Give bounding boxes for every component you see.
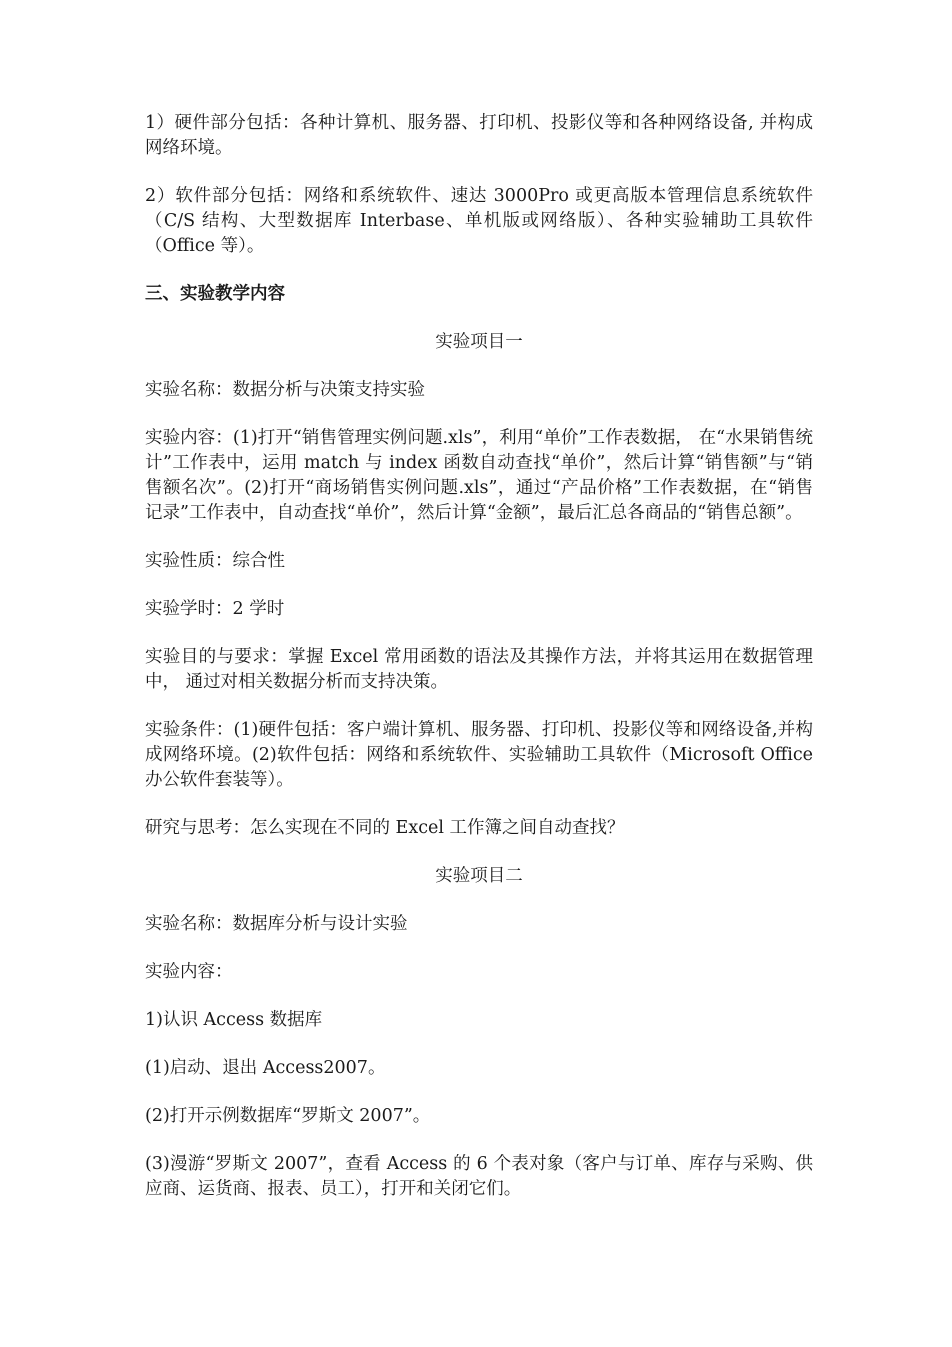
project1-content: 实验内容：(1)打开“销售管理实例问题.xls”，利用“单价”工作表数据， 在“水果销售统计”工作表中，运用 match 与 index 函数自动查找“单价”，然后计算“销售额”与“销售额名次”。(2)打开“商场销售实例问题.xls”，通过“产品价格”工作表数据，在“销售记录”工作表中，自动查找“单价”，然后计算“金额”，最后汇总各商品的“销售总额”。 xyxy=(145,428,813,523)
document-body xyxy=(145,111,813,1225)
project1-conditions: 实验条件：(1)硬件包括：客户端计算机、服务器、打印机、投影仪等和网络设备,并构成网络环境。(2)软件包括：网络和系统软件、实验辅助工具软件（Microsoft Office 办公软件套装等）。 xyxy=(145,720,813,790)
section-heading: 三、实验教学内容 xyxy=(145,284,285,304)
project2-item1: 1)认识 Access 数据库 xyxy=(145,1010,323,1030)
project2-content-label: 实验内容： xyxy=(145,962,233,982)
paragraph-software: 2）软件部分包括：网络和系统软件、速达 3000Pro 或更高版本管理信息系统软件（C/S 结构、大型数据库 Interbase、单机版或网络版）、各种实验辅助工具软件（Office 等）。 xyxy=(145,186,813,256)
project1-research: 研究与思考：怎么实现在不同的 Excel 工作簿之间自动查找？ xyxy=(145,818,625,838)
project2-name: 实验名称：数据库分析与设计实验 xyxy=(145,914,408,934)
project2-step1: (1)启动、退出 Access2007。 xyxy=(145,1058,386,1078)
project1-nature: 实验性质：综合性 xyxy=(145,551,285,571)
project1-title: 实验项目一 xyxy=(435,332,523,352)
paragraph-hardware: 1）硬件部分包括：各种计算机、服务器、打印机、投影仪等和各种网络设备, 并构成网络环境。 xyxy=(145,113,813,158)
project1-name: 实验名称：数据分析与决策支持实验 xyxy=(145,380,425,400)
project2-step2: (2)打开示例数据库“罗斯文 2007”。 xyxy=(145,1106,431,1126)
project2-title: 实验项目二 xyxy=(435,866,523,886)
project1-goal: 实验目的与要求：掌握 Excel 常用函数的语法及其操作方法，并将其运用在数据管理中， 通过对相关数据分析而支持决策。 xyxy=(145,647,813,692)
project2-step3: (3)漫游“罗斯文 2007”，查看 Access 的 6 个表对象（客户与订单、库存与采购、供应商、运货商、报表、员工），打开和关闭它们。 xyxy=(145,1154,813,1199)
project1-hours: 实验学时：2 学时 xyxy=(145,599,285,619)
